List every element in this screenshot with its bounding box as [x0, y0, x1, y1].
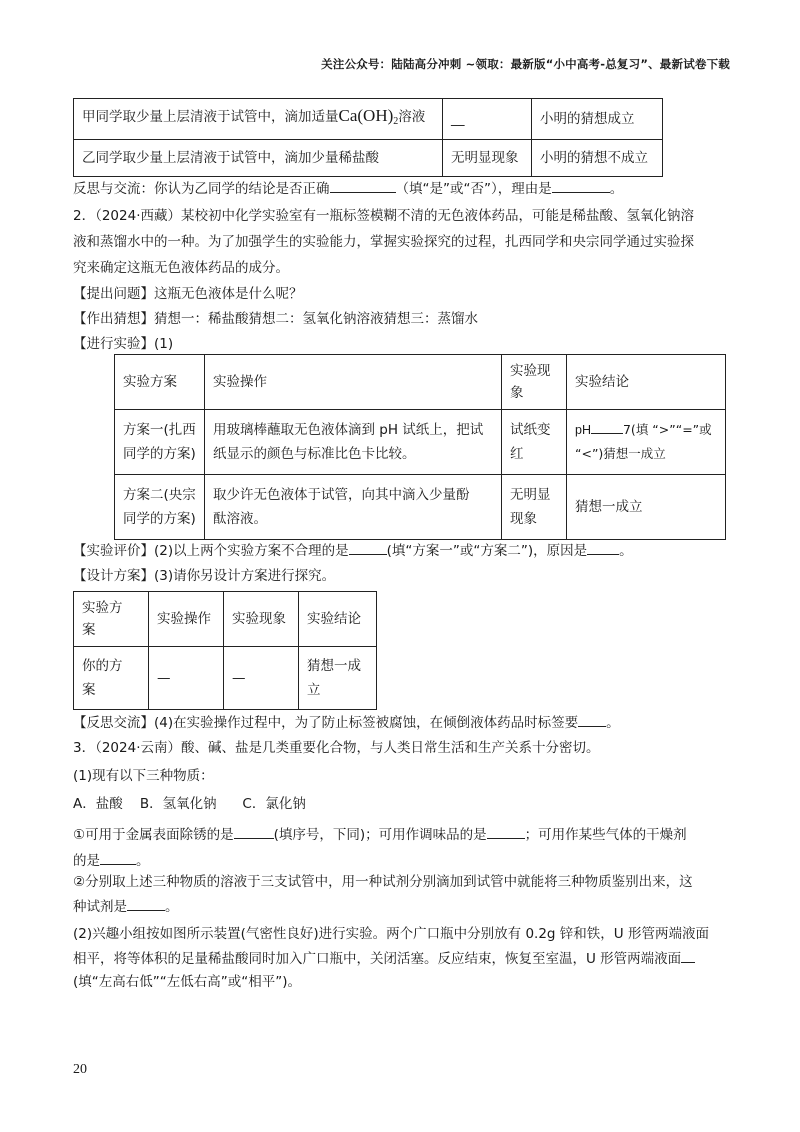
formula-main: Ca(OH)	[338, 106, 394, 125]
q3-sub1: (1)现有以下三种物质：	[73, 768, 214, 784]
cell-text: 甲同学取少量上层清液于试管中，滴加适量	[82, 109, 339, 125]
cell-text: 取少许无色液体于试管，向其中滴入少量酚	[213, 487, 470, 503]
text: ①可用于金属表面除锈的是	[73, 827, 234, 843]
table-cell: 猜想一成立	[567, 475, 726, 540]
answer-blank[interactable]	[552, 178, 610, 193]
text: 。	[619, 543, 633, 559]
table-cell	[567, 410, 726, 475]
design-table	[73, 591, 377, 710]
table-cell	[115, 410, 205, 475]
answer-blank[interactable]	[349, 540, 387, 555]
answer-blank[interactable]	[234, 824, 274, 839]
text: 。	[606, 715, 620, 731]
table-header-cell	[74, 592, 149, 647]
cell-text: 红	[510, 446, 524, 462]
cell-text: 无明显	[510, 487, 551, 503]
table-row	[115, 355, 726, 410]
cell-text: 方案二(央宗	[123, 487, 196, 503]
q2-question: 【提出问题】这瓶无色液体是什么呢？	[73, 286, 303, 302]
answer-blank[interactable]	[127, 896, 165, 911]
table-header-cell: 实验结论	[567, 355, 726, 410]
cell-text: 同学的方案)	[123, 511, 196, 527]
cell-text: 试纸变	[510, 422, 551, 438]
text: 反思与交流：你认为乙同学的结论是否正确	[73, 181, 330, 197]
text: 。	[165, 899, 179, 915]
q2-evaluation	[73, 540, 633, 561]
text: 。	[609, 181, 624, 197]
table-header-cell: 实验方案	[115, 355, 205, 410]
cell-text: 方案一(扎西	[123, 422, 196, 438]
q2-reflection	[73, 712, 620, 733]
table-cell	[205, 475, 502, 540]
cell-text: 实验现	[510, 363, 551, 379]
text: 种试剂是	[73, 899, 127, 915]
cell-text: 溶液	[398, 109, 426, 125]
experiment-table	[114, 354, 726, 540]
q2-design: 【设计方案】(3)请你另设计方案进行探究。	[73, 568, 336, 584]
text: 的是	[73, 853, 100, 869]
q3-s2-line-1: (2)兴趣小组按如图所示装置(气密性良好)进行实验。两个广口瓶中分别放有 0.2g 锌和铁，U 形管两端液面	[73, 926, 709, 942]
q2-line-1: 2．（2024·西藏）某校初中化学实验室有一瓶标签模糊不清的无色液体药品，可能是稀盐酸、氢氧化钠溶	[73, 208, 694, 224]
page-header: 关注公众号：陆陆高分冲刺 ~领取：最新版“小中高考-总复习”、最新试卷下载	[321, 57, 730, 71]
answer-blank[interactable]	[487, 824, 525, 839]
text: （填“是”或“否”），理由是	[395, 181, 552, 197]
q2-experiment: 【进行实验】(1)	[73, 336, 174, 352]
cell-text: 酞溶液。	[213, 511, 267, 527]
table-cell	[205, 410, 502, 475]
table-row	[74, 647, 377, 710]
q2-hypothesis: 【作出猜想】猜想一：稀盐酸猜想二：氢氧化钠溶液猜想三：蒸馏水	[73, 311, 478, 327]
q3-s2-line-2	[73, 948, 695, 969]
table-cell	[502, 410, 567, 475]
table-cell	[74, 99, 443, 140]
cell-text: 7(填 “>”“=”或	[622, 422, 712, 437]
q2-line-2: 液和蒸馏水中的一种。为了加强学生的实验能力，掌握实验探究的过程，扎西同学和央宗同学通过实验探	[73, 234, 694, 250]
chem-formula	[339, 106, 399, 125]
table-cell: 小明的猜想不成立	[532, 140, 663, 177]
text: 相平，将等体积的足量稀盐酸同时加入广口瓶中，关闭活塞。反应结束，恢复至室温，U 形管两端液面	[73, 951, 682, 967]
text: (填序号，下同)；可用作调味品的是	[273, 827, 487, 843]
text: 。	[136, 853, 150, 869]
q3-c1-line-2	[73, 850, 150, 871]
table-row	[74, 140, 663, 177]
table-row	[115, 410, 726, 475]
table-header-cell: 实验操作	[149, 592, 224, 647]
table-cell: 小明的猜想成立	[532, 99, 663, 140]
cell-text: 现象	[510, 511, 537, 527]
cell-text: 案	[82, 622, 96, 638]
reflection-line	[73, 178, 623, 199]
answer-blank[interactable]	[100, 850, 136, 865]
table-cell: 无明显现象	[443, 140, 532, 177]
cell-text: 纸显示的颜色与标准比色卡比较。	[213, 446, 416, 462]
cell-text: 同学的方案)	[123, 446, 196, 462]
answer-blank[interactable]	[330, 178, 396, 193]
q3-intro: 3．（2024·云南）酸、碱、盐是几类重要化合物，与人类日常生活和生产关系十分密切。	[73, 740, 600, 756]
text: 【反思交流】(4)在实验操作过程中，为了防止标签被腐蚀，在倾倒液体药品时标签要	[73, 715, 579, 731]
text: (填“方案一”或“方案二”)，原因是	[386, 543, 588, 559]
table-row	[74, 99, 663, 140]
q2-line-3: 究来确定这瓶无色液体药品的成分。	[73, 260, 289, 276]
table-header-cell: 实验结论	[299, 592, 377, 647]
q3-options: A．盐酸 B．氢氧化钠 C．氯化钠	[73, 796, 306, 812]
answer-blank[interactable]	[591, 419, 623, 434]
table-cell: —	[224, 647, 299, 710]
table-cell: 猜想一成立	[299, 647, 377, 710]
table-cell: 乙同学取少量上层清液于试管中，滴加少量稀盐酸	[74, 140, 443, 177]
q3-c2-line-2	[73, 896, 179, 917]
table-row	[74, 592, 377, 647]
table-row	[115, 475, 726, 540]
cell-text: 你的方	[82, 658, 123, 674]
q3-c1-line	[73, 824, 687, 845]
cell-text: pH	[575, 423, 591, 437]
text: ；可用作某些气体的干燥剂	[524, 827, 687, 843]
table-header-cell: 实验现象	[224, 592, 299, 647]
cell-text: 用玻璃棒蘸取无色液体滴到 pH 试纸上，把试	[213, 422, 484, 438]
table-cell	[115, 475, 205, 540]
page-number: 20	[73, 1062, 87, 1077]
cell-text: 象	[510, 385, 524, 401]
answer-blank[interactable]	[681, 948, 695, 963]
formula-subscript: 2	[393, 116, 399, 127]
table-header-cell	[502, 355, 567, 410]
answer-blank[interactable]	[587, 540, 619, 555]
answer-blank[interactable]	[578, 712, 606, 727]
cell-text: “<”)猜想一成立	[575, 446, 666, 461]
result-table-1	[73, 98, 663, 177]
table-header-cell: 实验操作	[205, 355, 502, 410]
table-cell	[502, 475, 567, 540]
table-cell: __	[443, 99, 532, 140]
q3-s2-line-3: (填“左高右低”“左低右高”或“相平”)。	[73, 974, 301, 990]
text: 【实验评价】(2)以上两个实验方案不合理的是	[73, 543, 349, 559]
cell-text: 案	[82, 682, 96, 698]
table-cell	[74, 647, 149, 710]
table-cell: —	[149, 647, 224, 710]
q3-c2-line: ②分别取上述三种物质的溶液于三支试管中，用一种试剂分别滴加到试管中就能将三种物质鉴别出来，这	[73, 874, 693, 890]
cell-text: 实验方	[82, 600, 123, 616]
